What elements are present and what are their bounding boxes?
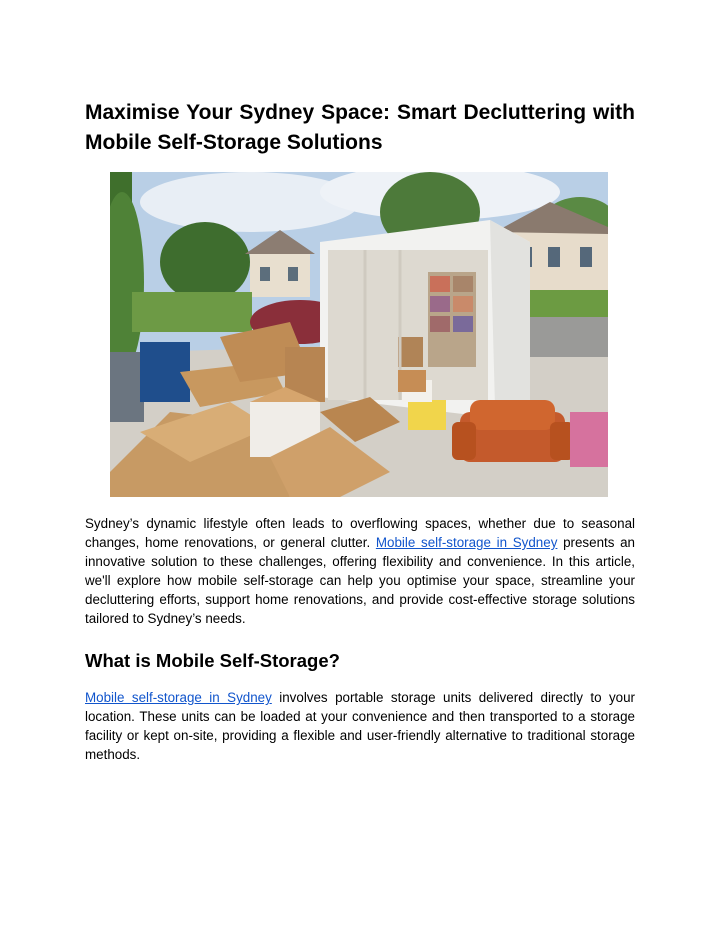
intro-text-start: Sydney’s dynamic lifestyle often leads to overflowing spaces, whether due to seasonal changes, home renovations, or general clutter. xyxy=(85,516,635,550)
intro-mobile-storage-link[interactable]: Mobile self-storage in Sydney xyxy=(375,535,558,550)
hero-photo-truck-and-boxes xyxy=(110,172,608,497)
section-mobile-storage-link[interactable]: Mobile self-storage in Sydney xyxy=(85,690,272,705)
section-heading-what-is: What is Mobile Self-Storage? xyxy=(85,650,340,671)
page-title: Maximise Your Sydney Space: Smart Decluttering with Mobile Self-Storage Solutions xyxy=(85,101,635,154)
section-paragraph xyxy=(85,688,635,764)
section-text: involves portable storage units delivered directly to your location. These units can be loaded at your convenience and then transported to a storage facility or kept on-site, providing a flexible and user-friendly alternative to traditional storage methods. xyxy=(85,690,636,762)
intro-paragraph xyxy=(85,514,635,628)
intro-text-end: presents an innovative solution to these challenges, offering flexibility and convenience. In this article, we'll explore how mobile self-storage can help you optimise your space, streamline your decluttering efforts, support home renovations, and provide cost-effective storage solutions tailored to Sydney’s needs. xyxy=(85,535,636,626)
